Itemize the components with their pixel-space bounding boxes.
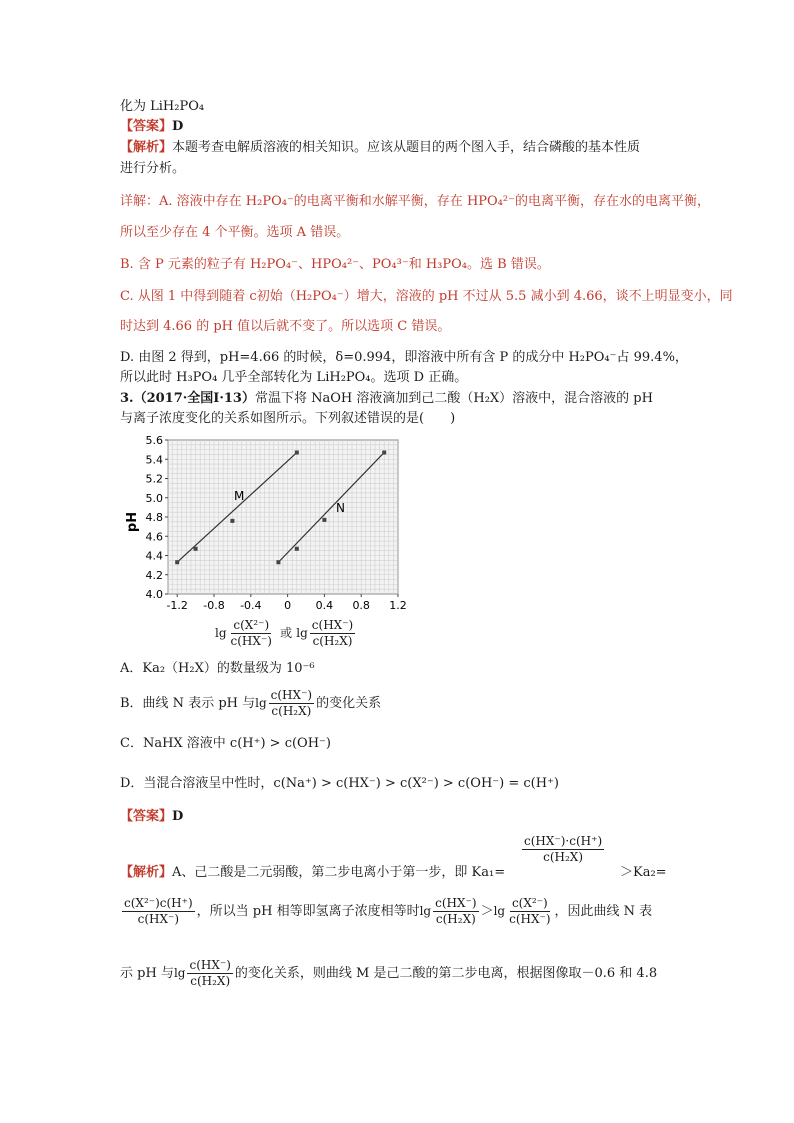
analysis2-line-1: 【解析】A、己二酸是二元弱酸，第二步电离小于第一步，即 Ka₁= bbox=[120, 865, 506, 880]
x-tick-label: 0.8 bbox=[352, 599, 370, 612]
chart-grid bbox=[168, 440, 398, 594]
y-tick-label: 4.8 bbox=[145, 511, 163, 524]
x-tick-label: 0 bbox=[284, 599, 292, 612]
y-tick-label: 4.0 bbox=[145, 588, 163, 601]
x-tick-label: 1.2 bbox=[389, 599, 407, 612]
data-point-m bbox=[194, 547, 198, 551]
option-c: C．NaHX 溶液中 c(H⁺) > c(OH⁻) bbox=[120, 736, 331, 751]
detail-a-line-2: 所以至少存在 4 个平衡。选项 A 错误。 bbox=[120, 225, 350, 240]
y-tick-label: 4.2 bbox=[145, 568, 163, 582]
x-axis-label: lg $\frac{\text{c(X²⁻)}}{c(HX^-)}$ 或 lg $\frac{c(HX^-)}{\text{c(H₂X)}}$ bbox=[215, 618, 354, 648]
x-tick-label: -0.8 bbox=[203, 599, 225, 612]
detail-c-line-1: C. 从图 1 中得到随着 c初始（H₂PO₄⁻）增大，溶液的 pH 不过从 5.5 减小到 4.66，谈不上明显变小，同 bbox=[120, 289, 733, 304]
x-tick-label: -0.4 bbox=[240, 599, 262, 612]
question-3-line-1 bbox=[120, 390, 653, 408]
detail-c-line-2: 时达到 4.66 的 pH 值以后就不变了。所以选项 C 错误。 bbox=[120, 319, 451, 334]
detail-d-line-1: D. 由图 2 得到，pH=4.66 的时候，δ=0.994，即溶液中所有含 P 的成分中 H₂PO₄⁻占 99.4%， bbox=[120, 350, 688, 365]
analysis-line-1 bbox=[120, 139, 640, 157]
data-point-m bbox=[230, 519, 234, 523]
x-tick-label: -1.2 bbox=[166, 599, 188, 612]
data-point-m bbox=[295, 451, 299, 455]
data-point-n bbox=[322, 518, 326, 522]
analysis-line-2: 进行分析。 bbox=[120, 161, 186, 176]
analysis-text: 本题考查电解质溶液的相关知识。应该从题目的两个图入手，结合磷酸的基本性质 bbox=[172, 140, 641, 155]
line-1: 化为 LiH₂PO₄ bbox=[120, 99, 205, 114]
y-tick-label: 5.2 bbox=[145, 472, 163, 486]
detail-b: B. 含 P 元素的粒子有 H₂PO₄⁻、HPO₄²⁻、PO₄³⁻和 H₃PO₄。选 B 错误。 bbox=[120, 257, 550, 272]
analysis2-line-3: 示 pH 与lg $\frac{c(HX^-)}{\text{c(H₂X)}}$ 的变化关系，则曲线 M 是己二酸的第二步电离，根据图像取－0.6 和 4.8 bbox=[120, 958, 658, 988]
question-3-source: 3.（2017·全国Ⅰ·13） bbox=[120, 391, 255, 406]
y-tick-label: 4.6 bbox=[145, 530, 163, 544]
analysis-tag: 【解析】 bbox=[120, 140, 173, 155]
question-3-line-2: 与离子浓度变化的关系如图所示。下列叙述错误的是( ) bbox=[120, 411, 456, 426]
y-axis-label: pH bbox=[125, 511, 140, 533]
series-label-m: M bbox=[234, 489, 245, 503]
y-tick-label: 5.0 bbox=[145, 491, 163, 505]
data-point-m bbox=[175, 560, 179, 564]
x-tick-label: 0.4 bbox=[315, 599, 334, 612]
y-tick-label: 5.4 bbox=[145, 453, 163, 467]
series-label-n: N bbox=[336, 501, 345, 515]
answer-line-2: 【答案】D bbox=[120, 809, 184, 824]
data-point-n bbox=[295, 547, 299, 551]
y-tick-label: 4.4 bbox=[145, 549, 163, 563]
data-point-n bbox=[382, 451, 386, 455]
ka1-fraction: $\frac{c(HX^-)\cdot c(H^+)}{\text{c(H₂X)}}$ bbox=[524, 834, 603, 864]
question-3-stem: 常温下将 NaOH 溶液滴加到己二酸（H₂X）溶液中，混合溶液的 pH bbox=[254, 391, 653, 406]
ka2-label: ＞Ka₂= bbox=[620, 865, 667, 880]
y-tick-label: 5.6 bbox=[145, 434, 163, 447]
option-d: D．当混合溶液呈中性时，c(Na⁺) > c(HX⁻) > c(X²⁻) > c(OH⁻) = c(H⁺) bbox=[120, 776, 559, 791]
answer-tag: 【答案】 bbox=[120, 119, 173, 134]
analysis2-line-2: $\frac{\text{c(X²⁻)c(H⁺)}}{c(HX^-)}$ ，所以当 pH 相等即氢离子浓度相等时lg $\frac{c(HX^-)}{\text{c(H₂X)}}$ ＞lg $\frac{\text{c(X²⁻)}}{c(HX^-)}$ ，因此曲线 N 表 bbox=[124, 896, 653, 926]
option-a: A．Ka₂（H₂X）的数量级为 10⁻⁶ bbox=[120, 661, 315, 676]
answer-value: D bbox=[172, 119, 184, 134]
answer-line-1 bbox=[120, 118, 183, 136]
detail-d-line-2: 所以此时 H₃PO₄ 几乎全部转化为 LiH₂PO₄。选项 D 正确。 bbox=[120, 370, 468, 385]
option-b: B．曲线 N 表示 pH 与lg $\frac{c(HX^-)}{\text{c(H₂X)}}$ 的变化关系 bbox=[120, 688, 382, 718]
detail-a-line-1: 详解：A. 溶液中存在 H₂PO₄⁻的电离平衡和水解平衡，存在 HPO₄²⁻的电离平衡，存在水的电离平衡， bbox=[120, 194, 710, 209]
data-point-n bbox=[276, 560, 280, 564]
